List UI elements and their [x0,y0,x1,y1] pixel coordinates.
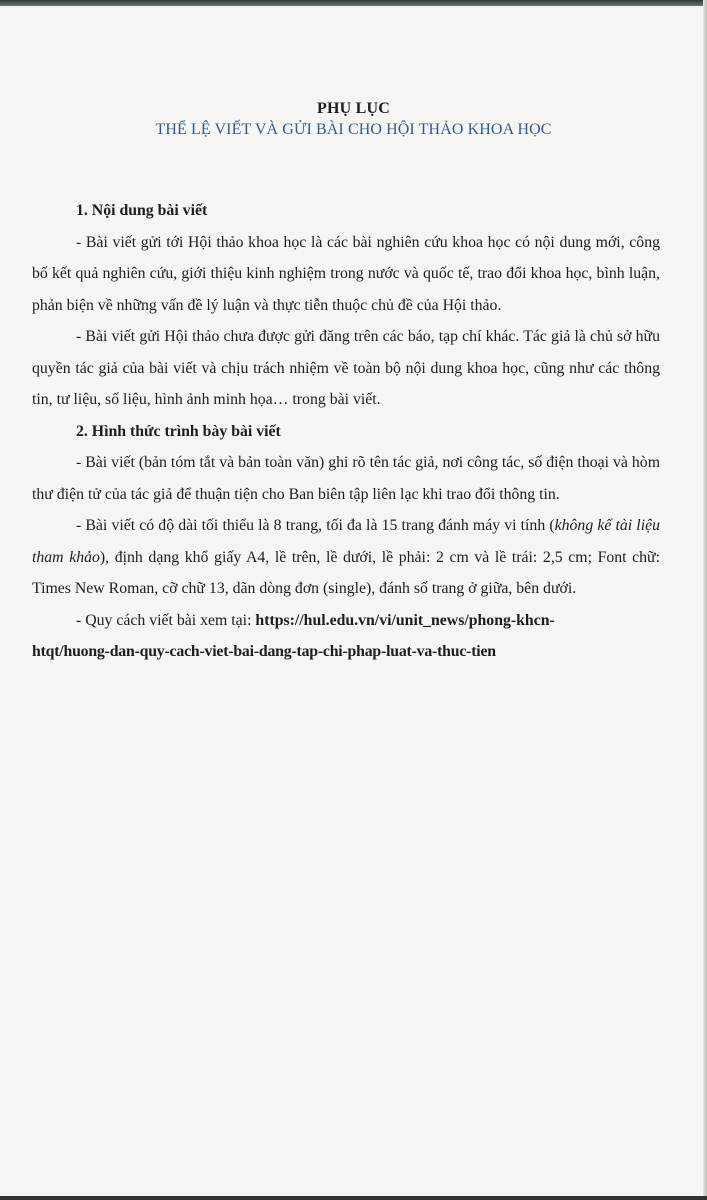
section-1-heading: 1. Nội dung bài viết [76,202,208,219]
paragraph-2-text-after: ), định dạng khổ giấy A4, lề trên, lề dưới, lề phải: 2 cm và lề trái: 2,5 cm; Font chữ: Times New Roman, cỡ chữ 13, dãn dòng đơn (single), đánh số trang ở giữa, bên dưới. [32,548,661,597]
section-1-paragraph-2: - Bài viết gửi Hội thảo chưa được gửi đăng trên các báo, tạp chí khác. Tác giả là chủ sở hữu quyền tác giả của bài viết và chịu trách nhiệm về toàn bộ nội dung khoa học, cũng như các thông tin, tư liệu, số liệu, hình ảnh minh họa… trong bài viết. [32,328,660,408]
document-subtitle: THỂ LỆ VIẾT VÀ GỬI BÀI CHO HỘI THẢO KHOA HỌC [155,121,552,138]
section-2-heading: 2. Hình thức trình bày bài viết [76,422,281,440]
section-1-paragraph-1: - Bài viết gửi tới Hội thảo khoa học là các bài nghiên cứu khoa học có nội dung mới, công bố kết quả nghiên cứu, giới thiệu kinh nghiệm trong nước và quốc tế, trao đổi khoa học, bình luận, phản biện về những vấn đề lý luận và thực tiễn thuộc chủ đề của Hội thảo. [32,233,660,314]
guideline-url-part-1[interactable]: https://hul.edu.vn/vi/unit_news/phong-khcn- [255,611,555,629]
section-2-paragraph-3 [32,605,660,637]
document-body [32,195,660,668]
guideline-url-part-2[interactable]: htqt/huong-dan-quy-cach-viet-bai-dang-tap-chi-phap-luat-va-thuc-tien [32,643,496,660]
section-2-paragraph-1: - Bài viết (bản tóm tắt và bản toàn văn) ghi rõ tên tác giả, nơi công tác, số điện thoại và hòm thư điện tử của tác giả để thuận tiện cho Ban biên tập liên lạc khi trao đổi thông tin. [32,454,660,503]
paragraph-2-text-before: - Bài viết có độ dài tối thiểu là 8 trang, tối đa là 15 trang đánh máy vi tính ( [76,517,555,534]
document-title: PHỤ LỤC [317,100,390,117]
section-2-paragraph-2 [32,510,660,605]
guideline-prefix: - Quy cách viết bài xem tại: [76,611,256,629]
guideline-url-line-2 [32,636,660,668]
paragraph-2-italic-note: không kể tài liệu tham khảo [32,517,660,566]
